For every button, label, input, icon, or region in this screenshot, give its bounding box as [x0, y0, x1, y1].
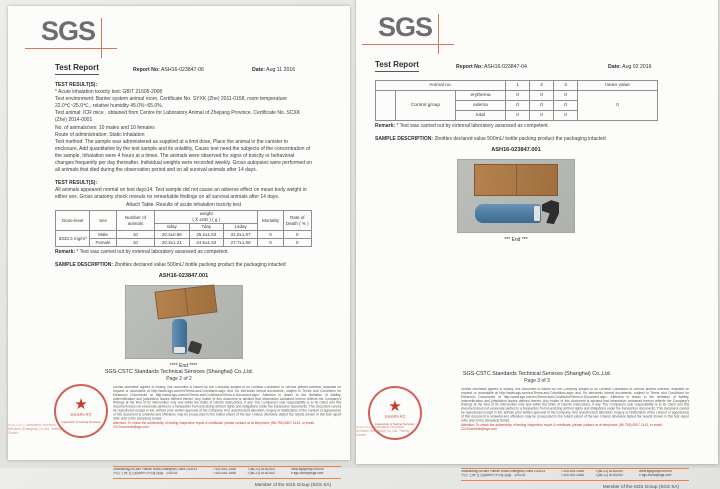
test-results-heading: TEST RESULT(S):	[55, 180, 98, 187]
sample-description-label: SAMPLE DESCRIPTION:	[55, 261, 114, 268]
sample-photo	[125, 285, 243, 359]
end-marker: *** End ***	[504, 237, 528, 244]
bottle-pump	[187, 340, 202, 354]
sgs-logo	[33, 16, 123, 60]
cell-sex: Male	[90, 231, 116, 239]
animal-col: 2	[530, 81, 554, 91]
logo-horizontal-line	[362, 44, 454, 45]
report-page-3	[356, 0, 718, 489]
sample-description-text: 2bottles declared value 500mL/ bottle packing product the packaging intacted	[433, 136, 606, 143]
dose-value: 8333.3 mg/m³	[56, 231, 90, 246]
fax: f (86-21) 61402547	[595, 473, 624, 478]
contact-row	[461, 474, 689, 478]
mean-value-header: mean value	[578, 81, 658, 91]
row-label: erythema	[456, 91, 506, 101]
col-day14: 14day	[223, 223, 257, 231]
mean-value-cell: 0	[578, 91, 658, 121]
remark	[375, 123, 657, 130]
condition-line: Route of administration: Static inhalation	[55, 131, 145, 138]
phone: t 400-691-2488	[561, 469, 584, 474]
address-en: 3rdBuilding,No.889 Yishan Road,Shanghai,China 200233	[113, 467, 198, 472]
page-footer	[8, 369, 350, 487]
logo-text: SGS	[41, 16, 96, 46]
empty-cell	[376, 91, 396, 121]
remark-text: * Test was carried out by external laboratory assessed as competent.	[395, 123, 549, 129]
address-cn: 中国·上海·宜山路889号3号楼 邮编：200233	[113, 471, 178, 476]
cell-rate: 0	[283, 239, 311, 247]
report-date-label: Date:	[252, 67, 265, 73]
sample-description	[375, 136, 657, 143]
report-date-label: Date:	[608, 64, 621, 70]
report-date	[608, 64, 652, 70]
sample-photo	[457, 159, 575, 233]
report-date	[252, 67, 295, 73]
sample-description	[55, 262, 312, 269]
table-row	[56, 231, 312, 239]
website: www.sgsgroup.com.cn	[639, 469, 673, 474]
cell-d0: 20.3±0.86	[155, 231, 189, 239]
cell-mortality: 0	[258, 239, 283, 247]
cell-d7: 25.2±1.03	[189, 231, 223, 239]
remark-text: * Test was carried out by external laboratory assessed as competent.	[75, 248, 229, 255]
stamp-text-en: Inspection & Testing Services	[375, 423, 415, 426]
col-weight	[155, 210, 258, 223]
col-weight-title: weight	[199, 211, 213, 217]
logo-horizontal-line	[25, 48, 117, 49]
spray-bottle	[172, 319, 187, 354]
page-number: Page 3 of 3	[524, 378, 550, 384]
website: www.sgsgroup.com.cn	[291, 467, 325, 472]
contact-box	[461, 468, 689, 481]
member-line: Member of the SGS Group (SGS SA)	[254, 481, 331, 487]
score-cell: 0	[506, 101, 530, 111]
stamp-text-cn: 检验检测专用章	[70, 413, 92, 417]
col-day0: 0day	[155, 223, 189, 231]
report-date-value: Aug 02 2016	[622, 64, 652, 70]
condition-line: Test method: The sample was administered as supplied at a limit dose, Place the animal in the canister to enclosure, Add quantitative by the test sample and its volatility, Cause test need the subjects of the concentration of the sample, Inhalation were 4 hours at a times. The animals were observed for signs of toxicity or behavioral changes frequently per day thereafter. Individual weights were recorded weekly. Gross autopsies were performed on all animals that died during the observation period and on all survival animals after 14 days.	[55, 138, 312, 174]
stamp-text-cn: 检验检测专用章	[384, 415, 406, 419]
stamp-text-en: Inspection & Testing Services	[61, 421, 101, 424]
score-cell: 0	[554, 111, 578, 121]
animal-col: 1	[506, 81, 530, 91]
results-table-header-row	[56, 210, 312, 223]
spray-bottle	[475, 204, 541, 223]
remark-label: Remark:	[55, 248, 76, 255]
group-label: Control group	[396, 91, 456, 121]
score-cell: 0	[530, 111, 554, 121]
address-cn: 中国·上海·宜山路889号3号楼 邮编：200233	[461, 473, 526, 478]
animal-no-header: Animal no.	[376, 81, 506, 91]
end-marker: **** End ****	[169, 362, 198, 369]
member-line: Member of the SGS Group (SGS SA)	[602, 483, 679, 489]
legal-block	[113, 386, 341, 487]
email: e sgs.china@sgs.com	[639, 473, 672, 478]
cell-d14: 31.0±1.07	[223, 231, 257, 239]
score-cell: 0	[506, 111, 530, 121]
condition-line: * Acute inhalation toxicity test: GB/T 21605-2008	[55, 89, 163, 96]
stamp-side-text: SGS-CSTC Standards Technical Services (Shanghai) Co.,Ltd. Testing Center	[8, 424, 62, 436]
report-number-label: Report No:	[133, 67, 160, 73]
report-number	[456, 64, 527, 70]
logo-vertical-line	[438, 14, 439, 54]
condition-line: Test animal: ICR mice , obtained from Centre for Laboratory Animal of Zhejiang Province. Certificate No. SCXK (Zhe) 2014-0001	[55, 110, 301, 124]
report-number	[133, 67, 204, 73]
address-en: 3rdBuilding,No.889 Yishan Road,Shanghai,China 200233	[461, 469, 546, 474]
report-body	[375, 80, 657, 244]
cell-n: 10	[116, 231, 154, 239]
col-sex: Sex	[90, 210, 116, 231]
row-label: total	[456, 111, 506, 121]
remark-label: Remark:	[375, 123, 396, 129]
score-cell: 0	[530, 91, 554, 101]
report-title: Test Report	[375, 60, 419, 72]
legal-disclaimer: Unless otherwise agreed in writing, this document is issued by the Company subject to its General Conditions of Service printed overleaf, available on request or accessible at http://www.sgs.com/en/Terms-and-Conditions.aspx and, for electronic format documents, subject to Terms and Conditions for Electronic Documents at http://www.sgs.com/en/Terms-and-Conditions/Terms-e-Document.aspx. Attention is drawn to the limitation of liability, indemnification and jurisdiction issues defined therein. Any holder of this document is advised that information contained hereon reflects the Company's findings at the time of its intervention only and within the limits of Client's instructions, if any. The Company's sole responsibility is to its Client and this document does not exonerate parties to a transaction from exercising all their rights and obligations under the transaction documents. This document cannot be reproduced except in full, without prior written approval of the Company. Any unauthorized alteration, forgery or falsification of the content or appearance of this document is unlawful and offenders may be prosecuted to the fullest extent of the law. Unless otherwise stated the results shown in this test report refer only to the sample(s) tested.	[461, 388, 690, 423]
report-body	[55, 82, 312, 370]
fax: f (86-21) 61402547	[247, 471, 276, 476]
animal-col: 3	[554, 81, 578, 91]
stamp-star-icon: ★	[388, 398, 402, 415]
report-number-value: ASH16-023847-06	[160, 67, 204, 73]
stamp-star-icon: ★	[74, 396, 88, 413]
legal-disclaimer: Unless otherwise agreed in writing, this document is issued by the Company subject to its General Conditions of Service printed overleaf, available on request or accessible at http://www.sgs.com/en/Terms-and-Conditions.aspx and, for electronic format documents, subject to Terms and Conditions for Electronic Documents at http://www.sgs.com/en/Terms-and-Conditions/Terms-e-Document.aspx. Attention is drawn to the limitation of liability, indemnification and jurisdiction issues defined therein. Any holder of this document is advised that information contained hereon reflects the Company's findings at the time of its intervention only and within the limits of Client's instructions, if any. The Company's sole responsibility is to its Client and this document does not exonerate parties to a transaction from exercising all their rights and obligations under the transaction documents. This document cannot be reproduced except in full, without prior written approval of the Company. Any unauthorized alteration, forgery or falsification of the content or appearance of this document is unlawful and offenders may be prosecuted to the fullest extent of the law. Unless otherwise stated the results shown in this test report refer only to the sample(s) tested.	[113, 386, 342, 421]
phone: t 400-691-2488	[213, 471, 236, 476]
logo-text: SGS	[378, 12, 433, 42]
condition-line: No. of animals/sex: 10 males and 10 females	[55, 124, 155, 131]
page-number: Page 2 of 2	[166, 376, 192, 382]
col-number: Number of animals	[116, 210, 154, 231]
score-cell: 0	[554, 91, 578, 101]
cell-d14: 27.7±1.08	[223, 239, 257, 247]
fax: f (86-21) 61402547	[595, 469, 624, 474]
footer-company: SGS-CSTC Standards Technical Services (Shanghai) Co.,Ltd.	[462, 371, 612, 377]
sample-description-text: 2bottles declared value 500mL/ bottle packing product the packaging intacted	[113, 261, 286, 268]
condition-line: Test environment: Barrier system animal room. Certificate No. SYXK (Zhe) 2011-0158, room temperature 22.0℃~25.0℃., relative humidity 45.0%~65.0%.	[55, 96, 287, 110]
col-day7: 7day	[189, 223, 223, 231]
contact-row	[113, 472, 341, 476]
carton-box	[474, 164, 558, 196]
score-cell: 0	[554, 101, 578, 111]
cell-rate: 0	[283, 231, 311, 239]
cell-n: 10	[116, 239, 154, 247]
col-rate: Rate of Death ( % )	[283, 210, 311, 231]
results-table	[55, 210, 312, 247]
report-page-2	[8, 6, 350, 487]
fax: f (86-21) 61402547	[247, 467, 276, 472]
legal-attention: Attention: To check the authenticity of testing /inspection report & certificate, please contact us at telephone: (86-755) 8307 1443, or email: CN.Doccheck@sgs.com	[113, 421, 315, 429]
sgs-logo	[370, 12, 460, 56]
phone: t 400-691-2488	[213, 467, 236, 472]
control-group-table	[375, 80, 658, 121]
remark	[55, 249, 312, 256]
footer-company: SGS-CSTC Standards Technical Services (Shanghai) Co.,Ltd.	[104, 369, 254, 375]
test-results-body: All animals appeared normal on test days14. Test sample did not cause an adverse effect on mean body weight in either sex. Gross anatomy check reveals no remarkable findings on all survival animals after 14 days.	[55, 187, 307, 201]
report-title: Test Report	[55, 63, 99, 75]
table-caption: Attach Table. Results of acute inhalation toxicity test	[126, 201, 241, 208]
cell-sex: Female	[90, 239, 116, 247]
sample-id: ASH16-023847.001	[158, 272, 209, 279]
cell-d0: 20.3±1.21	[155, 239, 189, 247]
cell-d7: 24.6±1.33	[189, 239, 223, 247]
legal-attention: Attention: To check the authenticity of testing /inspection report & certificate, please contact us at telephone: (86-755) 8307 1443, or email: CN.Doccheck@sgs.com	[461, 423, 663, 431]
row-label: edema	[456, 101, 506, 111]
cell-mortality: 0	[258, 231, 283, 239]
report-number-label: Report No:	[456, 64, 483, 70]
page-footer	[356, 371, 718, 489]
report-date-value: Aug 11 2016	[266, 67, 296, 73]
col-mortality: Mortality	[258, 210, 283, 231]
col-dose: Dose-level	[56, 210, 90, 231]
col-weight-sub: ( X̄ ±SD ) ( g )	[192, 216, 221, 222]
sprayer-trigger	[542, 200, 559, 224]
test-conditions-heading: TEST RESULT(S):	[55, 82, 98, 88]
sample-description-label: SAMPLE DESCRIPTION:	[375, 136, 434, 143]
report-number-value: ASH16-023847-04	[483, 64, 527, 70]
logo-vertical-line	[101, 18, 102, 58]
stamp-side-text: SGS-CSTC Standards Technical Services (Shanghai) Co.,Ltd. Testing Center	[356, 426, 410, 438]
carton-box	[154, 284, 217, 319]
phone: t 400-691-2488	[561, 473, 584, 478]
sample-id: ASH16-023847.001	[491, 147, 541, 154]
score-cell: 0	[530, 101, 554, 111]
table-row	[56, 239, 312, 247]
legal-block	[461, 388, 689, 489]
control-table-header-row	[376, 81, 658, 91]
email: e sgs.china@sgs.com	[291, 471, 324, 476]
score-cell: 0	[506, 91, 530, 101]
table-row	[376, 91, 658, 101]
